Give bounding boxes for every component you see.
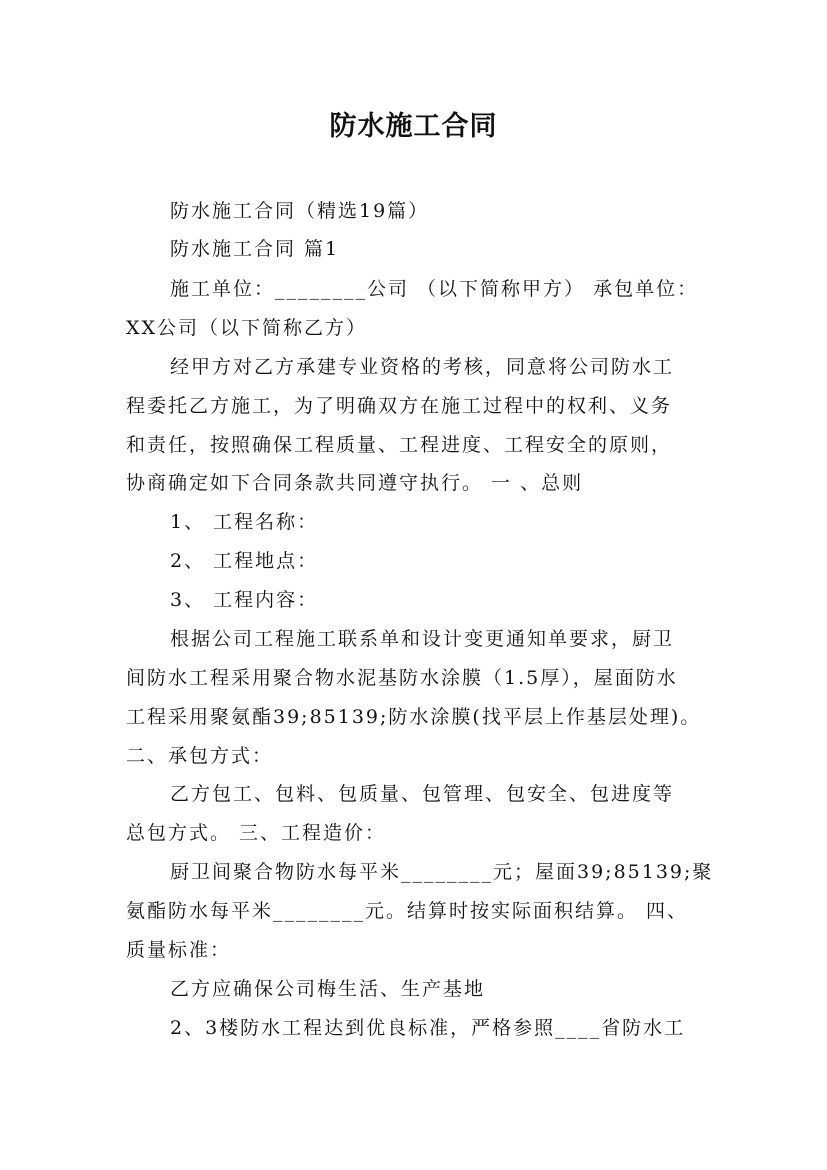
paragraph-line: 氨酯防水每平米________元。结算时按实际面积结算。 四、 <box>126 900 689 922</box>
paragraph-line: 根据公司工程施工联系单和设计变更通知单要求，厨卫 <box>170 628 675 650</box>
paragraph-line: 乙方应确保公司梅生活、生产基地 <box>170 978 486 1000</box>
paragraph-line: 工程采用聚氨酯39;85139;防水涂膜(找平层上作基层处理)。 <box>126 706 702 728</box>
paragraph-line: 程委托乙方施工，为了明确双方在施工过程中的权利、义务 <box>126 395 673 417</box>
section-heading: 防水施工合同 篇1 <box>170 238 340 260</box>
paragraph-line: 施工单位：________公司 （以下简称甲方） 承包单位： <box>170 278 699 300</box>
paragraph-line: 协商确定如下合同条款共同遵守执行。 一 、总则 <box>126 472 584 494</box>
paragraph-line: 总包方式。 三、工程造价： <box>126 822 387 844</box>
paragraph-line: 厨卫间聚合物防水每平米________元；屋面39;85139;聚 <box>170 861 714 883</box>
list-item: 3、 工程内容： <box>170 589 319 611</box>
list-item: 2、 工程地点： <box>170 550 319 572</box>
paragraph-line: XX公司（以下简称乙方） <box>126 317 368 339</box>
paragraph-line: 和责任，按照确保工程质量、工程进度、工程安全的原则， <box>126 434 673 456</box>
document-title: 防水施工合同 <box>329 111 498 142</box>
paragraph-line: 经甲方对乙方承建专业资格的考核，同意将公司防水工 <box>170 356 675 378</box>
paragraph-line: 质量标准： <box>126 939 232 961</box>
section-heading: 二、承包方式： <box>126 745 274 767</box>
subtitle-line: 防水施工合同（精选19篇） <box>170 200 430 222</box>
list-item: 1、 工程名称： <box>170 511 319 533</box>
paragraph-line: 乙方包工、包料、包质量、包管理、包安全、包进度等 <box>170 783 675 805</box>
paragraph-line: 间防水工程采用聚合物水泥基防水涂膜（1.5厚），屋面防水 <box>126 667 678 689</box>
paragraph-line: 2、3楼防水工程达到优良标准，严格参照____省防水工 <box>170 1017 686 1039</box>
